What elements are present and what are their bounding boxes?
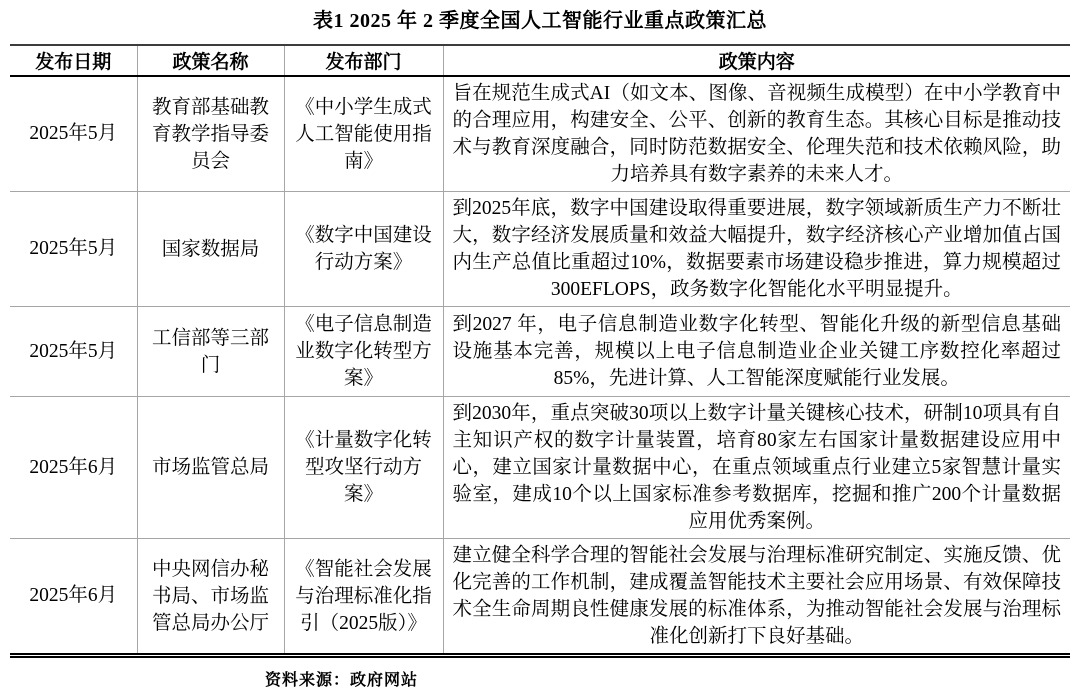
header-policy-name: 政策名称 [137,45,284,76]
cell-publish-date: 2025年6月 [10,397,137,539]
cell-publish-date: 2025年5月 [10,192,137,307]
cell-issuing-org: 工信部等三部门 [137,307,284,397]
table-row [10,397,1070,539]
policy-summary-table [10,44,1070,658]
cell-policy-title: 《中小学生成式人工智能使用指南》 [284,76,443,192]
cell-policy-title: 《电子信息制造业数字化转型方案》 [284,307,443,397]
cell-policy-content: 到2030年，重点突破30项以上数字计量关键核心技术，研制10项具有自主知识产权的数字计量装置，培育80家左右国家计量数据建设应用中心，建立国家计量数据中心，在重点领域重点行业建立5家智慧计量实验室，建成10个以上国家标准参考数据库，挖掘和推广200个计量数据应用优秀案例。 [443,397,1070,539]
cell-issuing-org: 教育部基础教育教学指导委员会 [137,76,284,192]
cell-policy-title: 《智能社会发展与治理标准化指引（2025版）》 [284,539,443,656]
table-row [10,539,1070,656]
cell-publish-date: 2025年6月 [10,539,137,656]
table-header-row [10,45,1070,76]
header-publish-department: 发布部门 [284,45,443,76]
header-policy-content: 政策内容 [443,45,1070,76]
cell-policy-title: 《计量数字化转型攻坚行动方案》 [284,397,443,539]
cell-issuing-org: 市场监管总局 [137,397,284,539]
cell-publish-date: 2025年5月 [10,307,137,397]
cell-policy-title: 《数字中国建设行动方案》 [284,192,443,307]
table-row [10,307,1070,397]
data-source-note: 资料来源：政府网站 [265,672,419,689]
cell-publish-date: 2025年5月 [29,123,118,144]
cell-policy-content: 到2027 年，电子信息制造业数字化转型、智能化升级的新型信息基础设施基本完善，规模以上电子信息制造业企业关键工序数控化率超过85%，先进计算、人工智能深度赋能行业发展。 [443,307,1070,397]
header-publish-date: 发布日期 [10,45,137,76]
cell-issuing-org: 国家数据局 [137,192,284,307]
table-row [10,76,1070,192]
cell-policy-content: 到2025年底，数字中国建设取得重要进展，数字领域新质生产力不断壮大，数字经济发展质量和效益大幅提升，数字经济核心产业增加值占国内生产总值比重超过10%，数据要素市场建设稳步推进，算力规模超过300EFLOPS，政务数字化智能化水平明显提升。 [443,192,1070,307]
cell-policy-content: 旨在规范生成式AI（如文本、图像、音视频生成模型）在中小学教育中的合理应用，构建安全、公平、创新的教育生态。其核心目标是推动技术与教育深度融合，同时防范数据安全、伦理失范和技术依赖风险，助力培养具有数字素养的未来人才。 [443,76,1070,192]
cell-policy-content: 建立健全科学合理的智能社会发展与治理标准研究制定、实施反馈、优化完善的工作机制，建成覆盖智能技术主要社会应用场景、有效保障技术全生命周期良性健康发展的标准体系，为推动智能社会发展与治理标准化创新打下良好基础。 [443,539,1070,656]
table-row [10,192,1070,307]
cell-issuing-org: 中央网信办秘书局、市场监管总局办公厅 [137,539,284,656]
table-title: 表1 2025 年 2 季度全国人工智能行业重点政策汇总 [313,10,767,32]
